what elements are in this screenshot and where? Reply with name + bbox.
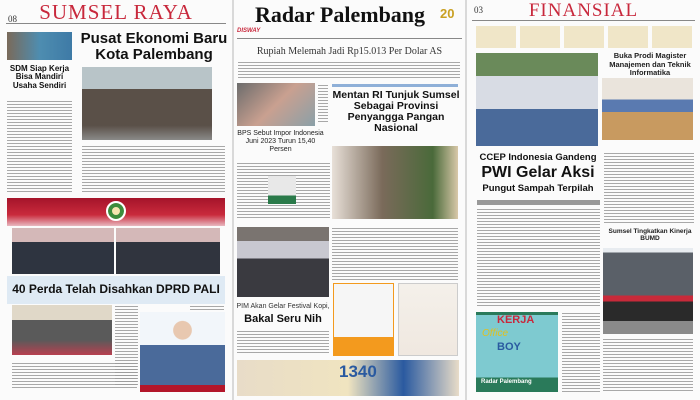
section-title: FINANSIAL — [528, 0, 639, 21]
festival-photo — [237, 227, 329, 297]
side-headline: SDM Siap Kerja Bisa Mandiri Usaha Sendiri — [9, 64, 70, 90]
feature-photo — [12, 305, 112, 355]
ccep-photo — [476, 53, 598, 146]
main-headline: Pusat Ekonomi Baru Kota Palembang — [80, 30, 228, 63]
official-portrait — [140, 312, 225, 385]
main-headline-1: CCEP Indonesia Gandeng — [479, 152, 597, 163]
market-ticker — [476, 26, 694, 48]
page-finansial[interactable] — [467, 0, 700, 400]
official-photo — [268, 176, 296, 204]
bps-headline: BPS Sebut Impor Indonesia Juni 2023 Turun 15,40 Persen — [237, 130, 324, 154]
article-text-block — [190, 305, 224, 310]
article-text-block — [12, 362, 137, 390]
feature-headline: 40 Perda Telah Disahkan DPRD PALI — [12, 282, 220, 296]
masthead: Radar Palembang — [254, 2, 426, 27]
side-photo — [7, 32, 72, 60]
article-text-block — [603, 338, 693, 392]
main-headline: Mentan RI Tunjuk Sumsel Sebagai Provinsi Penyangga Pangan Nasional — [332, 89, 460, 135]
main-headline-2: PWI Gelar Aksi — [481, 164, 595, 181]
prodi-photo — [602, 78, 693, 140]
page-number: 08 — [8, 14, 17, 24]
right-headline: Buka Prodi Magister Manajemen dan Teknik Informatika — [609, 51, 691, 78]
ad-line-3: BOY — [497, 341, 521, 353]
main-headline-3: Pungut Sampah Terpilah — [482, 183, 594, 194]
dprd-photo-2 — [116, 228, 220, 274]
dprd-photo-1 — [12, 228, 114, 274]
ad-line-1: KERJA — [497, 314, 535, 326]
disway-tag: DISWAY — [237, 28, 261, 34]
article-text-block — [237, 330, 329, 355]
page-sumsel-raya[interactable] — [0, 0, 232, 400]
page-front[interactable] — [234, 0, 465, 400]
ad-line-2: Office — [482, 328, 509, 339]
page-number: 03 — [474, 5, 483, 15]
banner-number: 1340 — [339, 362, 377, 381]
ad-footer: Radar Palembang — [481, 379, 532, 385]
article-text-block — [332, 227, 458, 280]
bumd-headline: Sumsel Tingkatkan Kinerja BUMD — [608, 228, 692, 243]
main-photo — [82, 67, 212, 140]
article-text-block — [604, 152, 694, 224]
festival-headline: Bakal Seru Nih — [244, 313, 322, 325]
article-text-block — [477, 208, 600, 308]
bumd-photo — [603, 248, 693, 334]
article-text-block — [82, 145, 225, 193]
festival-kicker: PIM Akan Gelar Festival Kopi, — [236, 303, 330, 310]
ad-bank[interactable] — [333, 283, 394, 356]
article-text-block — [562, 312, 600, 392]
anniversary-logo: 20 — [440, 6, 455, 21]
mentan-photo — [332, 146, 458, 219]
article-text-block — [7, 100, 72, 193]
top-headline: Rupiah Melemah Jadi Rp15.013 Per Dolar AS — [256, 46, 443, 57]
article-text-block — [318, 84, 328, 124]
rupiah-photo — [237, 83, 315, 126]
article-text-block — [238, 61, 460, 79]
dprd-logo-icon — [106, 201, 126, 221]
section-title: SUMSEL RAYA — [39, 0, 193, 24]
ad-promo[interactable] — [398, 283, 458, 356]
